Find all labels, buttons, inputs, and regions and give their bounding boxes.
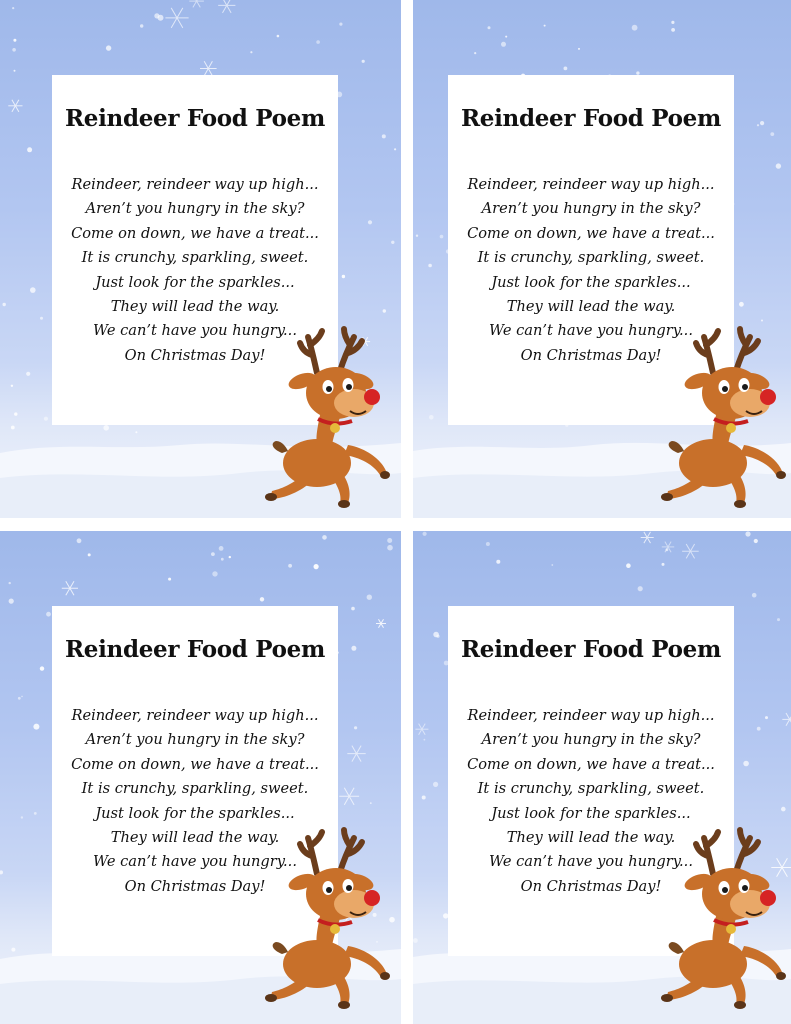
snow-dot	[488, 26, 491, 29]
poem-line: On Christmas Day!	[124, 877, 266, 895]
snow-dot	[229, 556, 231, 558]
snow-dot	[765, 716, 768, 719]
snow-dot	[40, 666, 44, 670]
snow-dot	[316, 40, 320, 44]
poem-line: It is crunchy, sparkling, sweet.	[81, 780, 309, 798]
poem-line: Come on down, we have a treat...	[467, 224, 715, 242]
snowflake-icon	[62, 581, 78, 595]
snow-dot	[77, 538, 82, 543]
snow-dot	[777, 618, 780, 621]
snow-dot	[88, 553, 91, 556]
snow-dot	[11, 385, 13, 387]
poem-line: Aren’t you hungry in the sky?	[85, 731, 305, 749]
snow-dot	[632, 25, 638, 31]
snow-dot	[12, 48, 16, 52]
poem-line: Just look for the sparkles...	[491, 804, 691, 822]
snow-dot	[424, 739, 426, 741]
poem-line: It is crunchy, sparkling, sweet.	[81, 249, 309, 267]
snow-dot	[351, 646, 356, 651]
reindeer-antlers	[696, 830, 758, 874]
snow-dot	[578, 48, 580, 50]
poem-line: Aren’t you hungry in the sky?	[85, 200, 305, 218]
snow-dot	[662, 563, 665, 566]
reindeer-icon	[262, 826, 401, 1011]
snow-dot	[13, 39, 16, 42]
poem-line: Just look for the sparkles...	[491, 273, 691, 291]
snowflake-icon	[165, 8, 188, 28]
snow-dot	[212, 571, 217, 576]
snow-dot	[342, 275, 345, 278]
snow-dot	[34, 812, 37, 815]
snow-dot	[44, 417, 48, 421]
snow-dot	[154, 13, 159, 18]
snow-dot	[781, 807, 786, 812]
snow-dot	[391, 241, 394, 244]
snow-dot	[486, 542, 490, 546]
poem-line: Aren’t you hungry in the sky?	[481, 731, 701, 749]
poem-card-3	[0, 531, 401, 1024]
snowflake-icon	[200, 61, 217, 75]
poem-line: On Christmas Day!	[124, 346, 266, 364]
poem-card-2	[413, 0, 791, 518]
snow-dot	[288, 564, 292, 568]
poem-line: They will lead the way.	[506, 829, 676, 847]
poem-card-1	[0, 0, 401, 518]
reindeer-icon	[658, 826, 791, 1011]
snow-dot	[21, 696, 23, 698]
snow-dot	[219, 546, 224, 551]
snow-dot	[433, 782, 438, 787]
snow-dot	[551, 564, 553, 566]
snow-dot	[0, 870, 3, 874]
reindeer-icon	[262, 325, 401, 510]
snow-dot	[671, 28, 675, 32]
snow-dot	[368, 220, 372, 224]
snow-dot	[367, 595, 372, 600]
reindeer-antlers	[300, 329, 362, 373]
poem-line: Come on down, we have a treat...	[467, 755, 715, 773]
poem-line: Just look for the sparkles...	[95, 273, 295, 291]
poem-line: Reindeer, reindeer way up high...	[467, 707, 715, 724]
poem-line: Reindeer, reindeer way up high...	[71, 707, 319, 724]
snow-dot	[433, 632, 439, 638]
snowflake-icon	[8, 100, 22, 112]
poem-line: Aren’t you hungry in the sky?	[481, 200, 701, 218]
snow-dot	[394, 148, 396, 150]
snow-dot	[383, 309, 386, 312]
poem-line: On Christmas Day!	[520, 877, 662, 895]
poem-line: Come on down, we have a treat...	[71, 224, 319, 242]
snow-dot	[754, 539, 758, 543]
snow-dot	[140, 24, 143, 27]
snow-dot	[260, 597, 264, 601]
snow-dot	[745, 531, 750, 536]
snow-dot	[440, 235, 444, 239]
snow-dot	[387, 545, 393, 551]
snow-dot	[428, 264, 432, 268]
snow-dot	[474, 52, 476, 54]
poem-line: It is crunchy, sparkling, sweet.	[477, 780, 705, 798]
poem-title: Reindeer Food Poem	[64, 105, 326, 132]
snow-dot	[2, 303, 5, 306]
snow-dot	[351, 607, 355, 611]
snow-dot	[770, 132, 774, 136]
snow-dot	[429, 415, 434, 420]
snow-dot	[14, 70, 16, 72]
snowflake-icon	[682, 544, 699, 558]
snow-dot	[14, 412, 17, 415]
snowflake-icon	[415, 724, 428, 735]
poem-line: They will lead the way.	[110, 829, 280, 847]
snow-dot	[221, 558, 224, 561]
poem-line: We can’t have you hungry...	[489, 853, 693, 871]
snowflake-icon	[376, 619, 386, 628]
snow-dot	[12, 7, 14, 9]
snow-dot	[33, 724, 39, 730]
snow-dot	[382, 134, 386, 138]
poem-line: It is crunchy, sparkling, sweet.	[477, 249, 705, 267]
snow-dot	[544, 25, 546, 27]
snowflake-icon	[189, 0, 204, 7]
snowflake-icon	[641, 532, 654, 543]
snow-dot	[752, 593, 757, 598]
snow-dot	[362, 60, 365, 63]
snow-dot	[339, 23, 342, 26]
poem-line: We can’t have you hungry...	[93, 853, 297, 871]
poem-line: They will lead the way.	[110, 298, 280, 316]
snow-dot	[416, 235, 418, 237]
snow-dot	[27, 147, 32, 152]
snow-dot	[40, 317, 43, 320]
snow-dot	[211, 552, 215, 556]
snow-dot	[671, 21, 674, 24]
snowflake-icon	[347, 746, 365, 762]
snow-dot	[505, 36, 507, 38]
snowflake-icon	[218, 0, 235, 13]
snow-dot	[9, 582, 11, 584]
reindeer-antlers	[696, 329, 758, 373]
poem-line: Come on down, we have a treat...	[71, 755, 319, 773]
snow-dot	[776, 163, 781, 168]
snow-dot	[26, 372, 30, 376]
poem-line: Reindeer, reindeer way up high...	[467, 176, 715, 193]
poem-title: Reindeer Food Poem	[460, 636, 722, 663]
snow-dot	[757, 727, 761, 731]
snow-dot	[422, 796, 426, 800]
snow-dot	[46, 612, 51, 617]
poem-line: We can’t have you hungry...	[93, 322, 297, 340]
snow-dot	[250, 51, 252, 53]
snow-dot	[21, 816, 23, 818]
snow-dot	[387, 538, 392, 543]
snow-dot	[18, 697, 21, 700]
snow-dot	[564, 67, 568, 71]
snow-dot	[760, 121, 764, 125]
snow-dot	[626, 563, 631, 568]
poem-title: Reindeer Food Poem	[64, 636, 326, 663]
poem-line: On Christmas Day!	[520, 346, 662, 364]
snow-dot	[757, 124, 759, 126]
poem-line: They will lead the way.	[506, 298, 676, 316]
snow-dot	[743, 761, 749, 767]
poem-title: Reindeer Food Poem	[460, 105, 722, 132]
poem-card-4	[413, 531, 791, 1024]
snow-dot	[314, 564, 319, 569]
snowflake-icon	[782, 713, 791, 726]
snow-dot	[9, 599, 14, 604]
snow-dot	[354, 726, 357, 729]
poem-line: We can’t have you hungry...	[489, 322, 693, 340]
snow-dot	[638, 586, 643, 591]
snow-dot	[423, 532, 427, 536]
reindeer-antlers	[300, 830, 362, 874]
snow-dot	[496, 560, 500, 564]
snow-dot	[30, 287, 36, 293]
snow-dot	[370, 802, 372, 804]
snow-dot	[168, 578, 171, 581]
poem-line: Reindeer, reindeer way up high...	[71, 176, 319, 193]
snow-dot	[739, 302, 744, 307]
snow-dot	[277, 35, 280, 38]
snow-dot	[322, 535, 327, 540]
snowflake-icon	[339, 788, 359, 805]
snow-dot	[106, 45, 111, 50]
reindeer-icon	[658, 325, 791, 510]
snow-dot	[501, 42, 506, 47]
poem-line: Just look for the sparkles...	[95, 804, 295, 822]
snow-dot	[761, 320, 763, 322]
